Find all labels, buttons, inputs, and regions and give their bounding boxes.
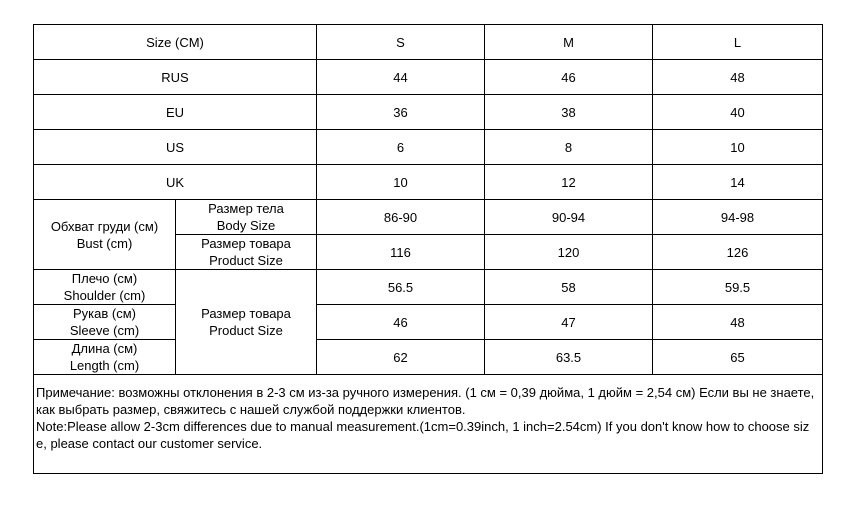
cell-m: 46 bbox=[485, 60, 653, 95]
note-ru: Примечание: возможны отклонения в 2-3 см из-за ручного измерения. (1 см = 0,39 дюйма, 1 дюйм = 2,54 см) Если вы не знаете, как выбрать размер, свяжитесь с нашей службой поддержки клиентов. bbox=[36, 385, 815, 417]
cell-s: 62 bbox=[317, 340, 485, 375]
product-size-label-en: Product Size bbox=[209, 253, 283, 268]
product-size-group-label bbox=[176, 270, 317, 375]
cell-m: 47 bbox=[485, 305, 653, 340]
bust-label-ru: Обхват груди (см) bbox=[50, 218, 159, 234]
table-row-bust-body bbox=[34, 200, 823, 235]
cell-s: 6 bbox=[317, 130, 485, 165]
sleeve-label-en: Sleeve (cm) bbox=[69, 323, 140, 338]
cell-m: 38 bbox=[485, 95, 653, 130]
shoulder-label-ru: Плечо (см) bbox=[71, 271, 138, 286]
body-size-label-ru: Размер тела bbox=[208, 201, 284, 216]
note-row bbox=[34, 375, 823, 474]
shoulder-label-en: Shoulder (cm) bbox=[63, 288, 146, 303]
cell-l: 59.5 bbox=[653, 270, 823, 305]
cell-s: 46 bbox=[317, 305, 485, 340]
cell-l: 14 bbox=[653, 165, 823, 200]
body-size-label-en: Body Size bbox=[216, 218, 276, 233]
cell-s: 56.5 bbox=[317, 270, 485, 305]
product-size-label-ru: Размер товара bbox=[201, 236, 291, 251]
product-size-label bbox=[176, 235, 317, 270]
cell-l: 65 bbox=[653, 340, 823, 375]
cell-l: 40 bbox=[653, 95, 823, 130]
header-row bbox=[34, 25, 823, 60]
size-chart-table bbox=[33, 24, 823, 474]
cell-m: 12 bbox=[485, 165, 653, 200]
cell-s: 116 bbox=[317, 235, 485, 270]
length-label-ru: Длина (см) bbox=[71, 341, 138, 356]
cell-s: 10 bbox=[317, 165, 485, 200]
cell-m: 58 bbox=[485, 270, 653, 305]
size-m-header: M bbox=[485, 25, 653, 60]
cell-l: 48 bbox=[653, 60, 823, 95]
table-row-rus bbox=[34, 60, 823, 95]
sleeve-label-ru: Рукав (см) bbox=[73, 306, 136, 321]
cell-l: 94-98 bbox=[653, 200, 823, 235]
body-size-label bbox=[176, 200, 317, 235]
bust-label bbox=[34, 200, 176, 270]
sleeve-label bbox=[34, 305, 176, 340]
size-s-header: S bbox=[317, 25, 485, 60]
cell-l: 10 bbox=[653, 130, 823, 165]
cell-l: 48 bbox=[653, 305, 823, 340]
table-row-length bbox=[34, 340, 823, 375]
row-label: US bbox=[34, 130, 317, 165]
note-cell bbox=[34, 375, 823, 474]
length-label-en: Length (cm) bbox=[69, 358, 140, 373]
cell-s: 86-90 bbox=[317, 200, 485, 235]
length-label bbox=[34, 340, 176, 375]
table-row-eu bbox=[34, 95, 823, 130]
row-label: RUS bbox=[34, 60, 317, 95]
cell-l: 126 bbox=[653, 235, 823, 270]
cell-s: 44 bbox=[317, 60, 485, 95]
cell-m: 8 bbox=[485, 130, 653, 165]
product-size-group-label-ru: Размер товара bbox=[201, 306, 291, 321]
table-row-shoulder bbox=[34, 270, 823, 305]
cell-m: 90-94 bbox=[485, 200, 653, 235]
row-label: UK bbox=[34, 165, 317, 200]
bust-label-en: Bust (cm) bbox=[76, 235, 133, 251]
table-row-us bbox=[34, 130, 823, 165]
note-en: Note:Please allow 2-3cm differences due to manual measurement.(1cm=0.39inch, 1 inch=2.54cm) If you don't know how to choose size, please contact our customer service. bbox=[36, 419, 810, 451]
table-row-uk bbox=[34, 165, 823, 200]
product-size-group-label-en: Product Size bbox=[209, 323, 283, 338]
table-row-sleeve bbox=[34, 305, 823, 340]
size-l-header: L bbox=[653, 25, 823, 60]
shoulder-label bbox=[34, 270, 176, 305]
size-label-header: Size (CM) bbox=[34, 25, 317, 60]
cell-m: 63.5 bbox=[485, 340, 653, 375]
cell-m: 120 bbox=[485, 235, 653, 270]
row-label: EU bbox=[34, 95, 317, 130]
cell-s: 36 bbox=[317, 95, 485, 130]
